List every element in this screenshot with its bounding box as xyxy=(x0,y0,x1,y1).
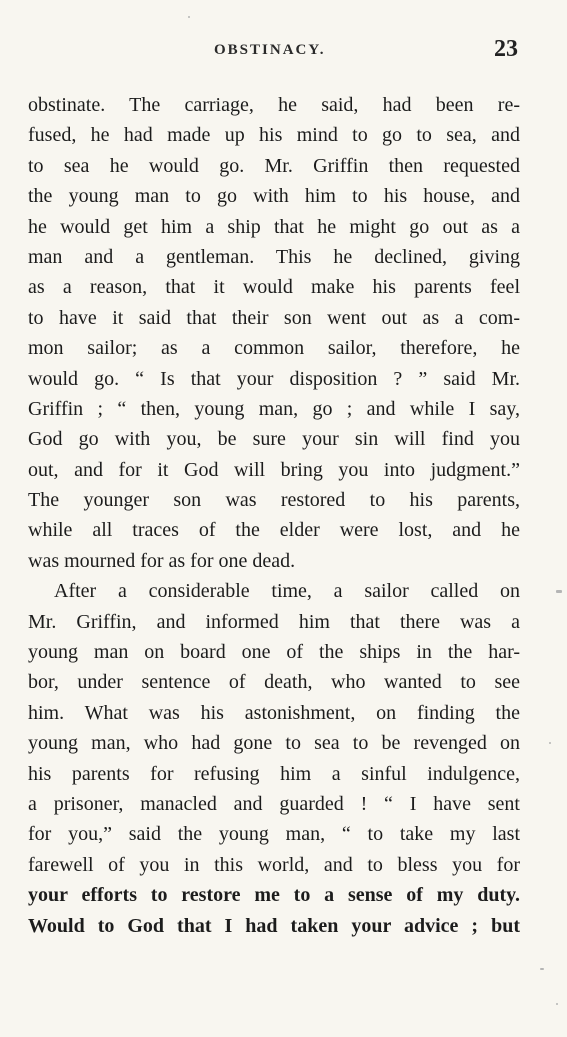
text-line: obstinate. The carriage, he said, had been re- xyxy=(28,94,520,116)
text-line: was mourned for as for one dead. xyxy=(28,549,296,572)
text-line: he would get him a ship that he might go out as a xyxy=(28,215,520,238)
text-line: the young man to go with him to his house, and xyxy=(28,185,520,208)
text-line: mon sailor; as a common sailor, therefore, he xyxy=(28,337,520,360)
text-line: young man on board one of the ships in the har- xyxy=(28,641,520,664)
text-line: farewell of you in this world, and to bless you for xyxy=(28,853,520,876)
text-line: After a considerable time, a sailor called on xyxy=(54,580,520,603)
paper-speck xyxy=(188,16,190,18)
running-title: OBSTINACY. xyxy=(214,42,326,58)
text-line: to sea he would go. Mr. Griffin then requested xyxy=(28,154,520,177)
text-line: fused, he had made up his mind to go to sea, and xyxy=(28,124,520,147)
text-line: to have it said that their son went out as a com- xyxy=(28,306,520,329)
text-line: while all traces of the elder were lost, and he xyxy=(28,519,520,542)
page-number: 23 xyxy=(494,36,518,62)
text-line: out, and for it God will bring you into judgment.” xyxy=(28,458,520,481)
text-line: his parents for refusing him a sinful indulgence, xyxy=(28,762,520,785)
paper-speck xyxy=(540,968,544,970)
text-line: your efforts to restore me to a sense of my duty. xyxy=(28,884,520,907)
running-head xyxy=(0,36,567,70)
text-line: Griffin ; “ then, young man, go ; and while I say, xyxy=(28,397,520,420)
text-line: as a reason, that it would make his parents feel xyxy=(28,276,520,299)
text-line: a prisoner, manacled and guarded ! “ I have sent xyxy=(28,792,520,815)
text-line: young man, who had gone to sea to be revenged on xyxy=(28,732,520,755)
text-line: God go with you, be sure your sin will find you xyxy=(28,428,520,451)
text-line: The younger son was restored to his parents, xyxy=(28,489,520,512)
paper-speck xyxy=(549,742,551,744)
paper-speck xyxy=(556,590,562,593)
text-line: him. What was his astonishment, on finding the xyxy=(28,701,520,724)
text-line: bor, under sentence of death, who wanted to see xyxy=(28,671,520,694)
text-line: Would to God that I had taken your advice ; but xyxy=(28,914,520,937)
text-line: man and a gentleman. This he declined, giving xyxy=(28,245,520,268)
text-line: Mr. Griffin, and informed him that there was a xyxy=(28,610,520,633)
paper-speck xyxy=(556,1003,558,1005)
text-line: would go. “ Is that your disposition ? ” said Mr. xyxy=(28,367,520,390)
text-line: for you,” said the young man, “ to take my last xyxy=(28,823,520,846)
body-text xyxy=(28,90,520,941)
